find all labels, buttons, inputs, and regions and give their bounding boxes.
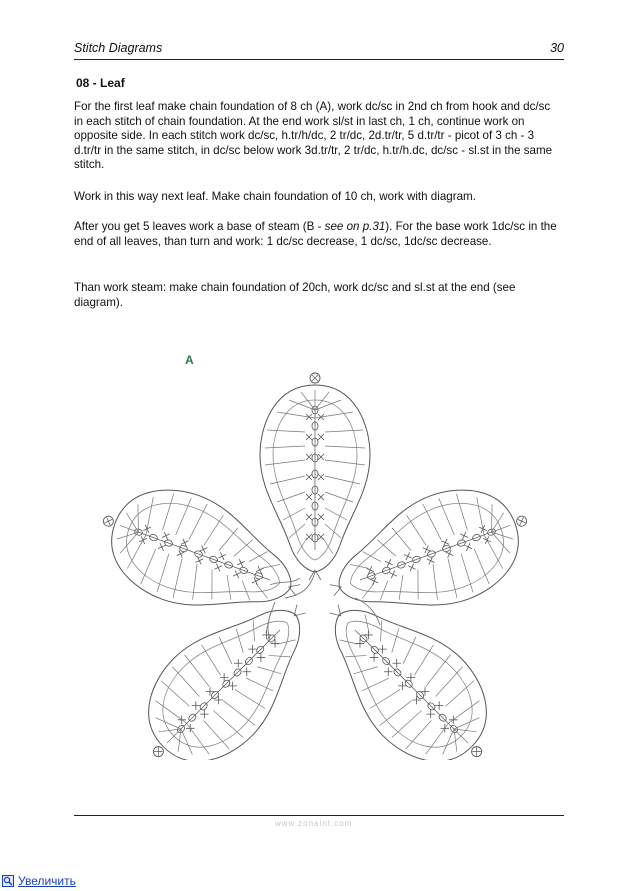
page-number: 30 [550,41,564,55]
zoom-link[interactable]: Увеличить [18,874,76,888]
leaf-upper-left-shape [100,468,317,642]
zoom-control[interactable] [2,874,76,888]
leaf-upper-right [313,468,530,642]
leaf-upper-left [100,468,317,642]
paragraph-first-leaf: For the first leaf make chain foundation of 8 ch (A), work dc/sc in 2nd ch from hook and dc/sc in each stitch of chain foundation. At the end work sl/st in last ch, 1 ch, continue work on opposite side. In each stitch work dc/sc, h.tr/h/dc, 2 tr/dc, 2d.tr/tr, 5 d.tr/tr - picot of 3 ch - 3 d.tr/tr in the same stitch, in dc/sc below work 3d.tr/tr, 2 tr/dc, h.tr/h.dc, dc/sc - sl.st in the same stitch. [74,100,553,172]
header-divider [74,59,564,60]
paragraph-base [74,220,560,249]
magnifier-icon[interactable] [2,875,14,887]
page-reference: see on p.31 [324,220,386,233]
leaf-lower-left-shape [116,570,340,760]
paragraph-next-leaf: Work in this way next leaf. Make chain foundation of 10 ch, work with diagram. [74,190,476,203]
leaf-crochet-diagram [100,340,530,760]
diagram-label-a: A [185,353,194,367]
leaf-lower-right-shape [295,570,519,760]
leaf-top-shape [260,373,370,580]
leaf-upper-right-shape [313,468,530,642]
footer-url: www.zonaint.com [275,819,353,828]
paragraph-steam: Than work steam: make chain foundation of 20ch, work dc/sc and sl.st at the end (see diagram). [74,281,516,309]
page-header [74,41,564,61]
section-title: 08 - Leaf [76,76,125,90]
leaf-lower-left [116,570,340,760]
connecting-chains [268,572,380,640]
leaf-lower-right [295,570,519,760]
leaf-top [260,373,370,580]
paragraph-base-part2: ). For the base work 1dc/sc in the end of all leaves, than turn and work: 1 dc/sc decrease, 1 dc/sc, 1dc/sc decrease. [74,220,557,248]
header-title: Stitch Diagrams [74,41,163,55]
footer-divider [74,815,564,816]
paragraph-base-part1: After you get 5 leaves work a base of steam (B - [74,220,325,233]
